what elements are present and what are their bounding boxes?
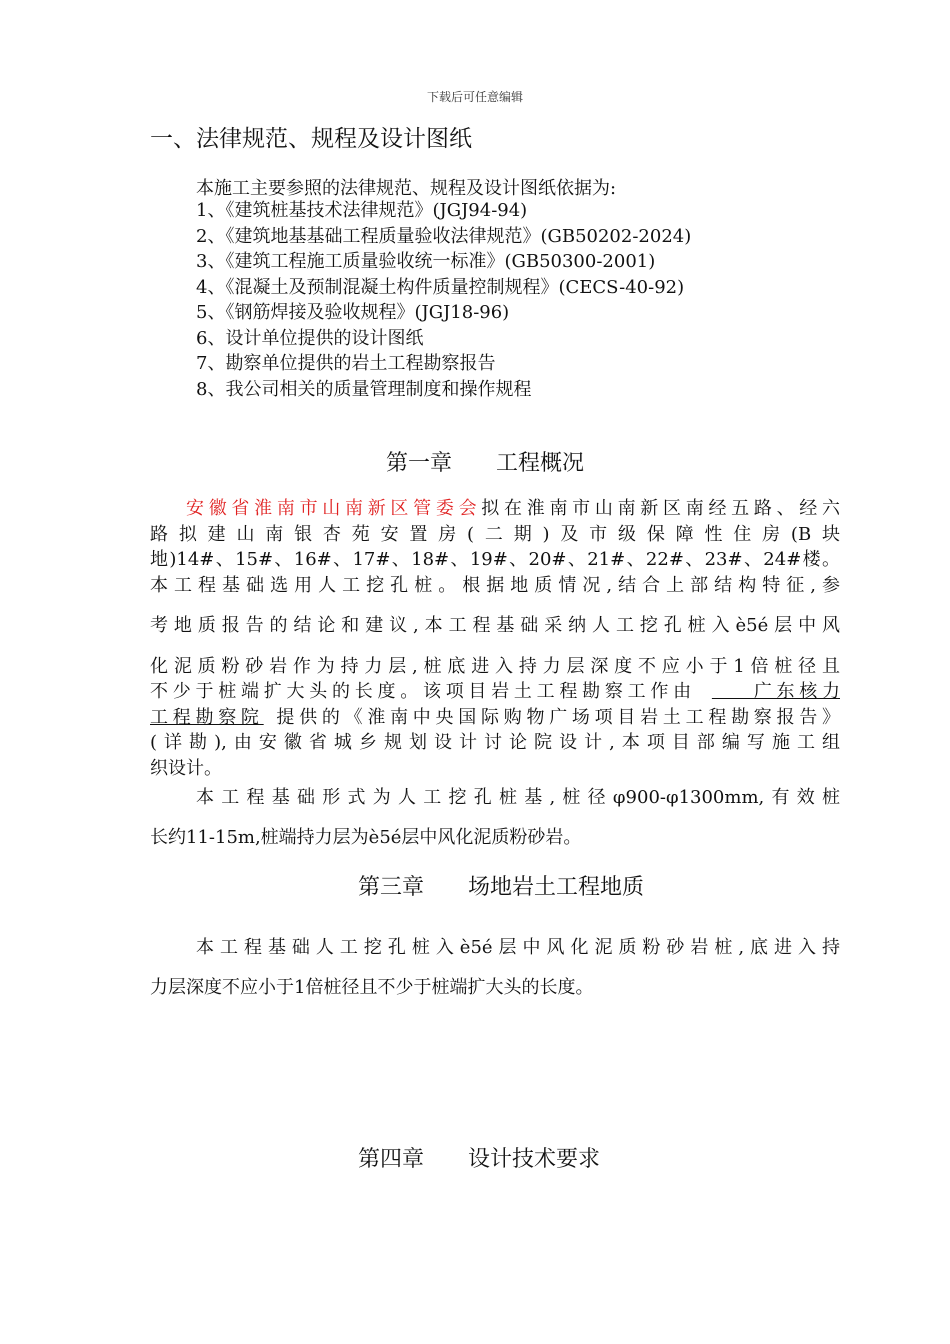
header-note: 下载后可任意编辑: [426, 90, 523, 104]
chapter-title: 设计技术要求: [468, 1147, 601, 1172]
para-line: 考地质报告的结论和建议,本工程基础采纳人工挖孔桩入è5é层中风: [150, 615, 840, 636]
para-text: 不少于桩端扩大头的长度。该项目岩土工程勘察工作由: [150, 681, 696, 702]
para-line: 长约11-15m,桩端持力层为è5é层中风化泥质粉砂岩。: [150, 826, 582, 848]
para-line: [150, 679, 840, 705]
owner-name: 安徽省淮南市山南新区管委会: [186, 498, 482, 519]
section-intro: 本施工主要参照的法律规范、规程及设计图纸依据为:: [196, 178, 617, 199]
para-text: 提供的《淮南中央国际购物广场项目岩土工程勘察报告》: [271, 706, 841, 728]
list-item: 7、勘察单位提供的岩土工程勘察报告: [196, 353, 496, 374]
para-line: 本工程基础形式为人工挖孔桩基,桩径φ900-φ1300mm,有效桩: [196, 787, 840, 808]
chapter-number: 第一章: [386, 451, 453, 476]
para-line: (详勘),由安徽省城乡规划设计讨论院设计,本项目部编写施工组: [150, 732, 840, 753]
para-text: 拟在淮南市山南新区南经五路、经六: [481, 498, 841, 519]
chapter-number: 第三章: [358, 875, 425, 900]
survey-org: 广东核力: [711, 681, 840, 702]
list-item: 6、设计单位提供的设计图纸: [196, 327, 424, 349]
para-line: [150, 705, 840, 731]
list-item: 4、《混凝土及预制混凝土构件质量控制规程》(CECS-40-92): [196, 276, 685, 298]
chapter3-paragraph: [150, 935, 840, 1000]
list-item: 2、《建筑地基基础工程质量验收法律规范》(GB50202-2024): [196, 225, 692, 247]
para-line: 地)14#、15#、16#、17#、18#、19#、20#、21#、22#、23#、24#楼。: [150, 549, 840, 570]
section-title: 一、法律规范、规程及设计图纸: [150, 126, 472, 152]
para-line: 本工程基础人工挖孔桩入è5é层中风化泥质粉砂岩桩,底进入持: [196, 937, 840, 958]
para-line: [150, 496, 840, 522]
list-item: 5、《钢筋焊接及验收规程》(JGJ18-96): [196, 302, 510, 323]
chapter-title: 场地岩土工程地质: [468, 875, 645, 900]
list-item: 8、我公司相关的质量管理制度和操作规程: [196, 378, 532, 400]
para-line: 路拟建山南银杏苑安置房(二期)及市级保障性住房(B块: [150, 523, 840, 545]
para-line: 力层深度不应小于1倍桩径且不少于桩端扩大头的长度。: [150, 976, 594, 998]
reference-list: [196, 198, 691, 402]
chapter-number: 第四章: [358, 1147, 425, 1172]
survey-org: 工程勘察院: [150, 706, 264, 728]
chapter1-paragraph2: [150, 785, 840, 850]
chapter4-heading: [358, 1142, 600, 1173]
para-line: 化泥质粉砂岩作为持力层,桩底进入持力层深度不应小于1倍桩径且: [150, 655, 840, 677]
list-item: 3、《建筑工程施工质量验收统一标准》(GB50300-2001): [196, 251, 656, 272]
chapter-title: 工程概况: [496, 451, 585, 476]
chapter1-heading: [386, 446, 584, 477]
chapter3-heading: [358, 870, 644, 901]
para-line: 本工程基础选用人工挖孔桩。根据地质情况,结合上部结构特征,参: [150, 574, 840, 596]
para-line: 织设计。: [150, 757, 222, 779]
chapter1-paragraph1: [150, 496, 840, 781]
list-item: 1、《建筑桩基技术法律规范》(JGJ94-94): [196, 200, 528, 221]
